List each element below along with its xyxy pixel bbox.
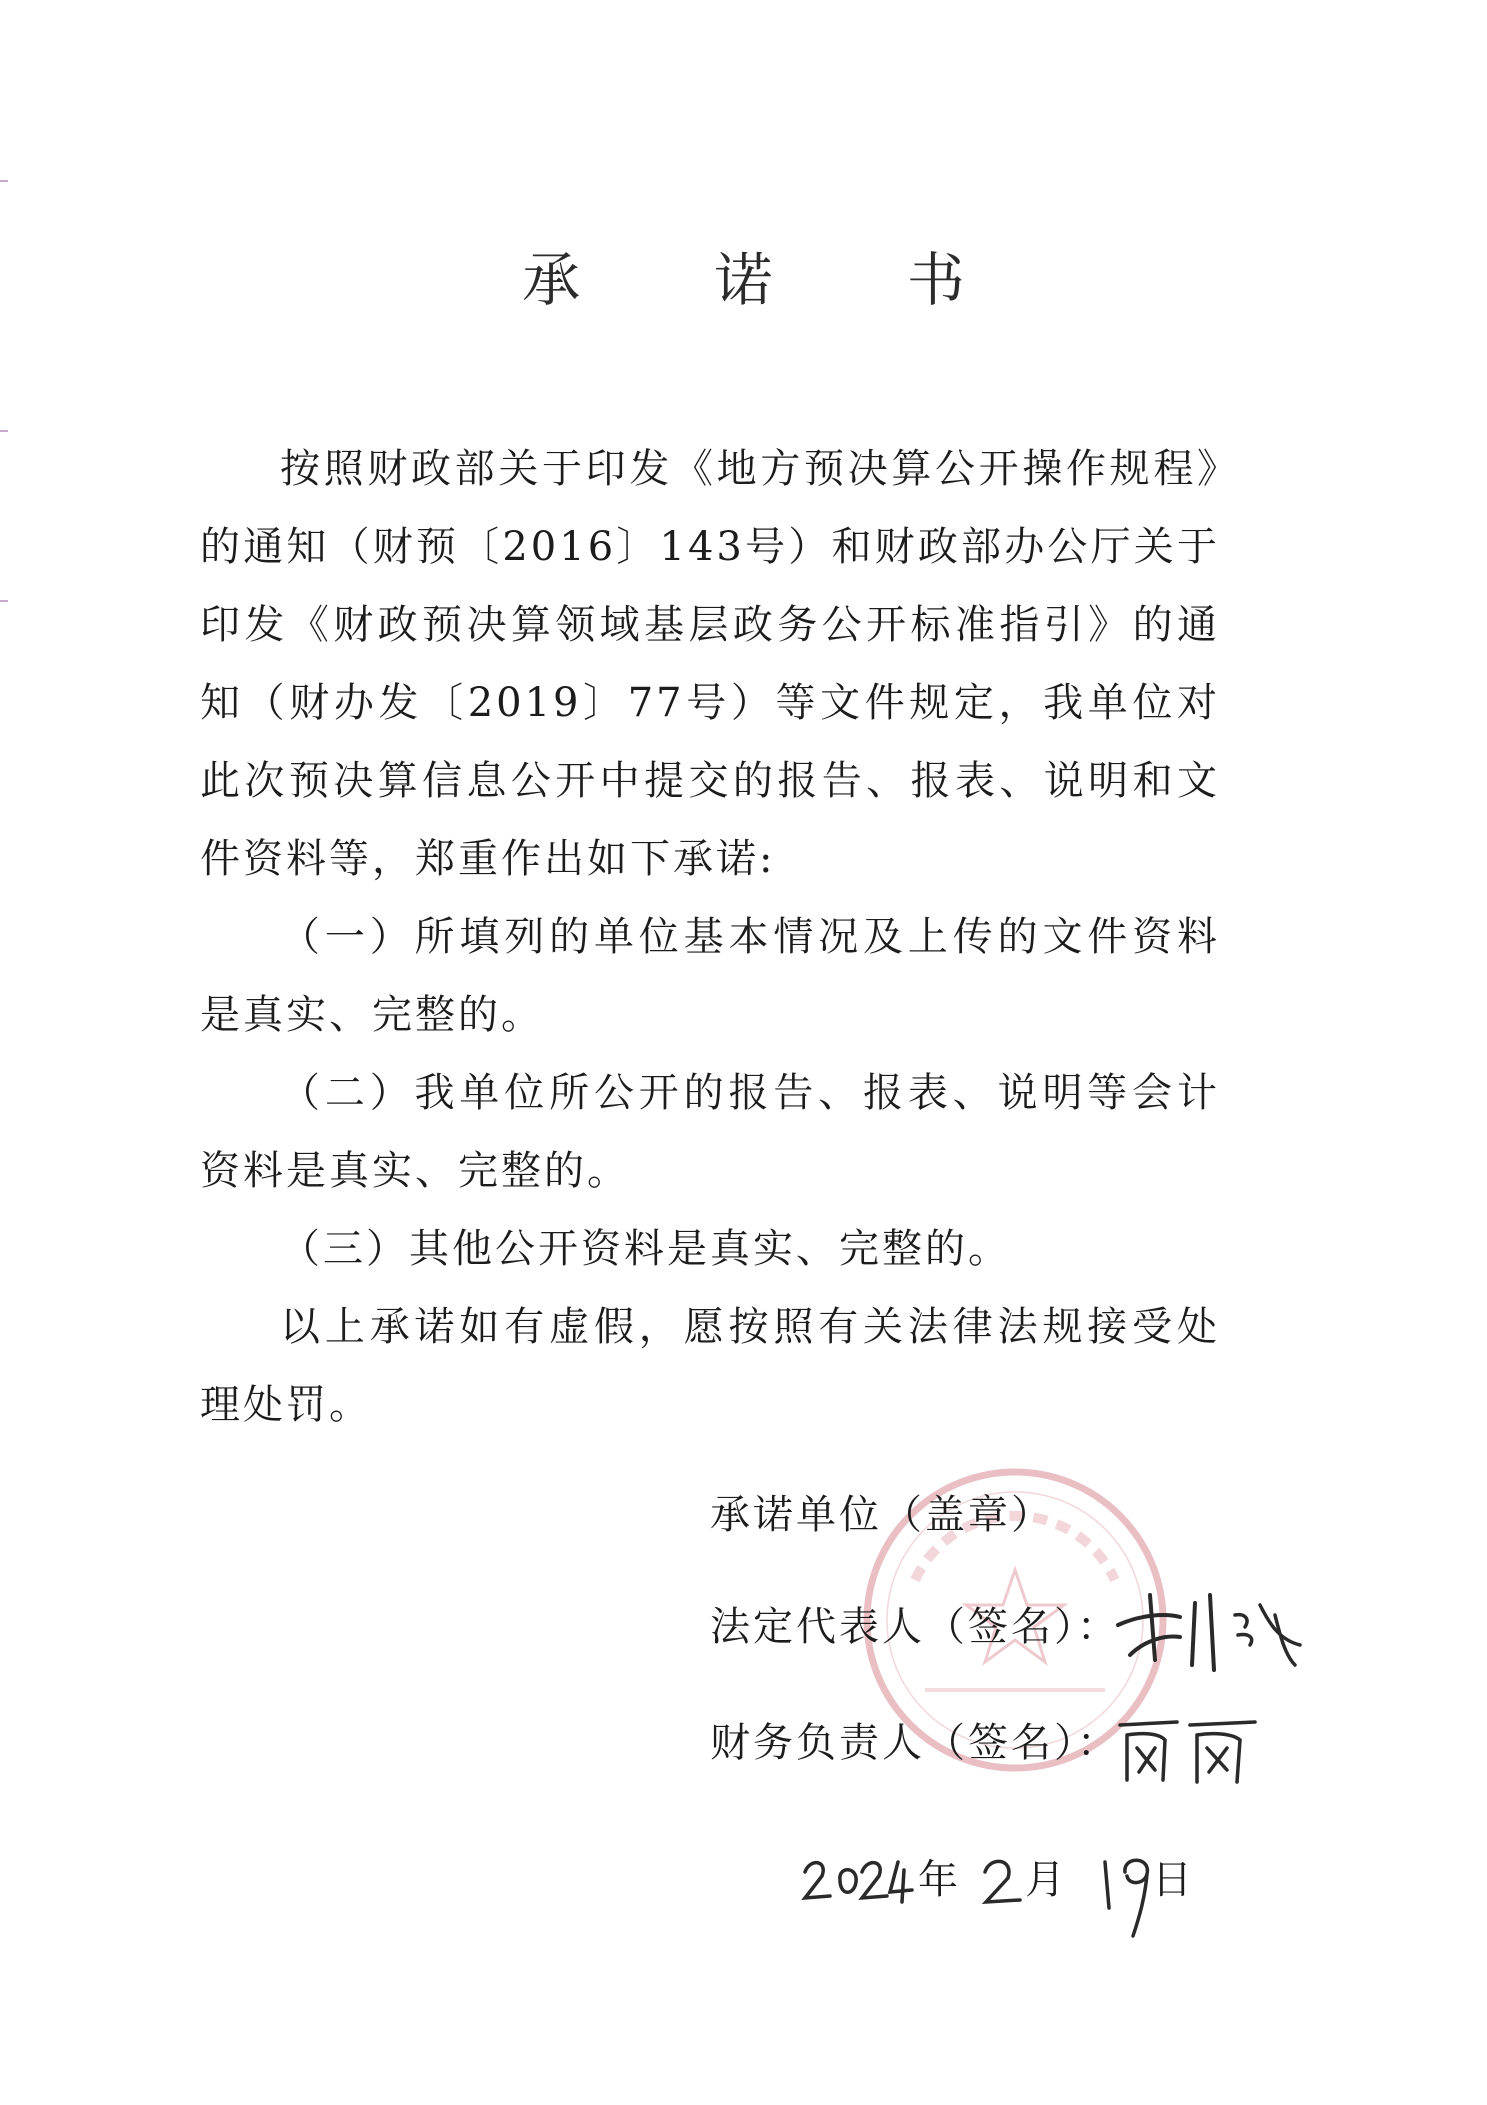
paragraph-commitment-1: （一）所填列的单位基本情况及上传的文件资料是真实、完整的。: [200, 914, 1220, 1038]
paragraph-intro: 按照财政部关于印发《地方预决算公开操作规程》的通知（财预〔2016〕143号）和财政部办公厅关于印发《财政预决算领域基层政务公开标准指引》的通知（财办发〔2019〕77号）等文件规定，我单位对此次预决算信息公开中提交的报告、报表、说明和文件资料等，郑重作出如下承诺:: [200, 446, 1220, 882]
handwritten-year: [800, 1850, 915, 1910]
date-day-char: 日: [1152, 1857, 1192, 1903]
scan-edge-mark: [0, 600, 8, 602]
document-body: [200, 430, 1220, 1444]
legal-representative-signature: [1110, 1585, 1310, 1680]
scan-edge-mark: [0, 430, 8, 432]
scan-edge-mark: [0, 180, 8, 182]
finance-lead-signature: [1115, 1710, 1265, 1790]
sealing-unit-label: 承诺单位（盖章）: [710, 1492, 1054, 1538]
legal-representative-label: 法定代表人（签名）：: [710, 1604, 1120, 1650]
handwritten-date: [800, 1830, 1220, 1940]
paragraph-commitment-3: （三）其他公开资料是真实、完整的。: [280, 1226, 1011, 1272]
paragraph-closing: 以上承诺如有虚假，愿按照有关法律法规接受处理处罚。: [200, 1304, 1220, 1428]
date-month-char: 月: [1025, 1857, 1065, 1903]
paragraph-commitment-2: （二）我单位所公开的报告、报表、说明等会计资料是真实、完整的。: [200, 1070, 1220, 1194]
handwritten-month: [980, 1850, 1025, 1910]
finance-lead-label: 财务负责人（签名）：: [710, 1720, 1120, 1766]
date-year-char: 年: [918, 1857, 958, 1903]
document-title: 承 诺 书: [522, 246, 1023, 314]
